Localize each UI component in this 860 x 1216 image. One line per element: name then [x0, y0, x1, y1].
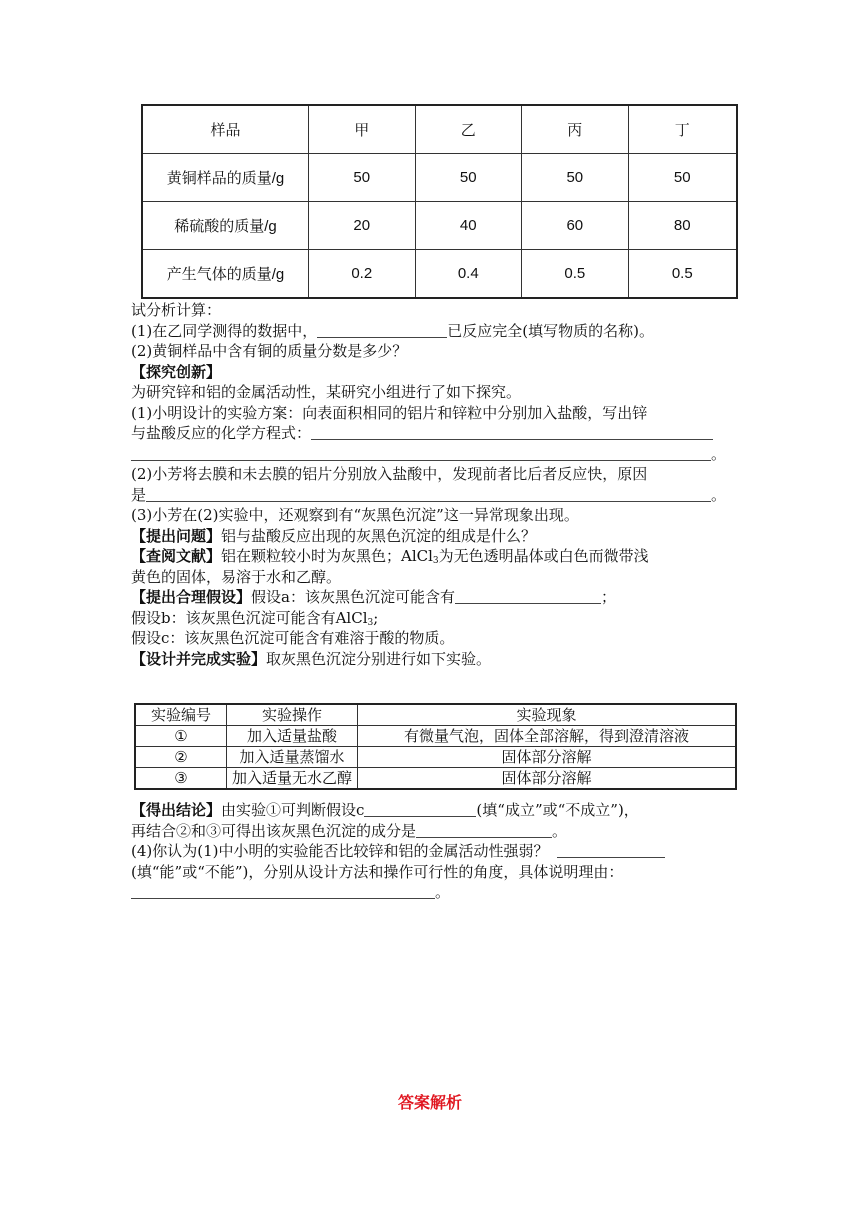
table-row: [142, 154, 737, 202]
table-cell: 80: [628, 202, 737, 250]
literature-text-2: 为无色透明晶体或白色而微带浅: [438, 547, 649, 565]
period: 。: [552, 821, 568, 840]
question-tag: 【提出问题】: [131, 526, 222, 545]
part-2-text: 是: [131, 485, 147, 504]
table-cell: 固体部分溶解: [358, 768, 737, 790]
question-2: (2)黄铜样品中含有铜的质量分数是多少？: [131, 342, 408, 360]
question-text-block: [131, 300, 731, 669]
answer-section-title: 答案解析: [397, 1093, 462, 1112]
conclusion-tag: 【得出结论】: [131, 801, 222, 819]
question-1-suffix: 已反应完全(填写物质的名称)。: [447, 321, 654, 340]
table-cell: 50: [309, 154, 416, 202]
part-2-line-1: (2)小芳将去膜和未去膜的铝片分别放入盐酸中，发现前者比后者反应快，原因: [131, 465, 648, 483]
subscript: 3: [432, 556, 439, 566]
table-cell: 0.5: [522, 250, 629, 299]
table-row: [142, 250, 737, 299]
part-1-line-1: (1)小明设计的实验方案：向表面积相同的铝片和锌粒中分别加入盐酸，写出锌: [131, 403, 648, 422]
answer-blank[interactable]: [455, 588, 601, 604]
table-cell: 加入适量蒸馏水: [227, 747, 358, 768]
hypothesis-a-text: 假设a：该灰黑色沉淀可能含有: [251, 588, 455, 606]
answer-blank[interactable]: [146, 486, 711, 502]
design-tag: 【设计并完成实验】: [131, 649, 267, 668]
table-cell: ①: [135, 726, 227, 747]
table-cell: 甲: [309, 105, 416, 154]
question-1: [131, 321, 731, 342]
table-cell: 0.2: [309, 250, 416, 299]
explore-intro: 为研究锌和铝的金属活动性，某研究小组进行了如下探究。: [131, 383, 522, 401]
section-heading: 【探究创新】: [131, 362, 222, 381]
table-cell: 乙: [415, 105, 522, 154]
table-cell: 加入适量无水乙醇: [227, 768, 358, 790]
table-cell: 0.4: [415, 250, 522, 299]
part-1-text: 与盐酸反应的化学方程式：: [131, 424, 312, 442]
table-cell: 有微量气泡，固体全部溶解，得到澄清溶液: [358, 726, 737, 747]
conclusion-text: 由实验①可判断假设c: [221, 801, 365, 819]
table-cell: 50: [628, 154, 737, 202]
table-row: [135, 747, 736, 768]
experiment-table: [134, 703, 737, 790]
table-cell: 稀硫酸的质量/g: [142, 202, 309, 250]
table-row: [135, 726, 736, 747]
period: 。: [435, 883, 451, 901]
part-4-text: (4)你认为(1)中小明的实验能否比较锌和铝的金属活动性强弱？: [131, 842, 549, 860]
part-4-line-3: [131, 882, 731, 903]
question-1-text: (1)在乙同学测得的数据中，: [131, 321, 318, 340]
literature-line-2: 黄色的固体，易溶于水和乙醇。: [131, 567, 342, 586]
table-cell: 20: [309, 202, 416, 250]
literature-tag: 【查阅文献】: [131, 547, 222, 565]
part-2-line-2: [131, 485, 731, 506]
answer-blank[interactable]: [131, 445, 711, 461]
sample-data-table: [141, 104, 738, 299]
subscript: 3: [367, 617, 374, 628]
answer-blank[interactable]: [311, 424, 713, 440]
table-cell: ②: [135, 747, 227, 768]
calc-intro: 试分析计算：: [131, 301, 222, 319]
table-cell: 50: [522, 154, 629, 202]
table-row: [142, 202, 737, 250]
design-text: 取灰黑色沉淀分别进行如下实验。: [266, 649, 492, 668]
table-cell: 50: [415, 154, 522, 202]
question-line: [131, 526, 731, 547]
question-text: 铝与盐酸反应出现的灰黑色沉淀的组成是什么？: [221, 526, 537, 545]
table-cell: 丙: [522, 105, 629, 154]
table-cell: 实验操作: [227, 704, 358, 726]
answer-blank[interactable]: [364, 801, 476, 817]
hypothesis-b-text: 假设b：该灰黑色沉淀可能含有AlCl: [131, 608, 368, 627]
part-4-line-2: (填“能”或“不能”)，分别从设计方法和操作可行性的角度，具体说明理由：: [131, 862, 624, 881]
table-cell: 固体部分溶解: [358, 747, 737, 768]
part-4-line-1: [131, 841, 731, 862]
literature-line-1: [131, 546, 731, 567]
conclusion-line-1: [131, 800, 731, 821]
table-cell: 实验现象: [358, 704, 737, 726]
period: 。: [711, 485, 727, 504]
table-cell: 加入适量盐酸: [227, 726, 358, 747]
table-cell: 产生气体的质量/g: [142, 250, 309, 299]
table-cell: 0.5: [628, 250, 737, 299]
conclusion-line-2: [131, 821, 731, 842]
table-cell: 实验编号: [135, 704, 227, 726]
part-1-line-3: [131, 444, 731, 465]
semicolon: ；: [600, 588, 616, 606]
hypothesis-c: 假设c：该灰黑色沉淀可能含有难溶于酸的物质。: [131, 629, 455, 647]
table-cell: 黄铜样品的质量/g: [142, 154, 309, 202]
answer-blank[interactable]: [416, 822, 552, 838]
table-cell: 60: [522, 202, 629, 250]
literature-text: 铝在颗粒较小时为灰黑色；AlCl: [221, 547, 433, 565]
design-line: [131, 649, 731, 670]
table-cell: ③: [135, 768, 227, 790]
period: 。: [711, 444, 727, 463]
answer-blank[interactable]: [317, 322, 447, 338]
table-header-row: [135, 704, 736, 726]
part-3: (3)小芳在(2)实验中，还观察到有“灰黑色沉淀”这一异常现象出现。: [131, 506, 579, 524]
table-row: [135, 768, 736, 790]
hypothesis-tag: 【提出合理假设】: [131, 588, 252, 606]
table-cell: 丁: [628, 105, 737, 154]
table-header-row: [142, 105, 737, 154]
part-1-line-2: [131, 423, 731, 444]
hypothesis-a: [131, 587, 731, 608]
conclusion-text-2: 再结合②和③可得出该灰黑色沉淀的成分是: [131, 821, 417, 840]
answer-blank[interactable]: [557, 842, 665, 858]
answer-blank[interactable]: [131, 883, 435, 899]
table-cell: 样品: [142, 105, 309, 154]
table-cell: 40: [415, 202, 522, 250]
hypothesis-b: 假设b：该灰黑色沉淀可能含有AlCl$_3$;: [131, 608, 379, 628]
conclusion-block: [131, 800, 731, 903]
conclusion-suffix: (填“成立”或“不成立”)，: [476, 801, 639, 819]
